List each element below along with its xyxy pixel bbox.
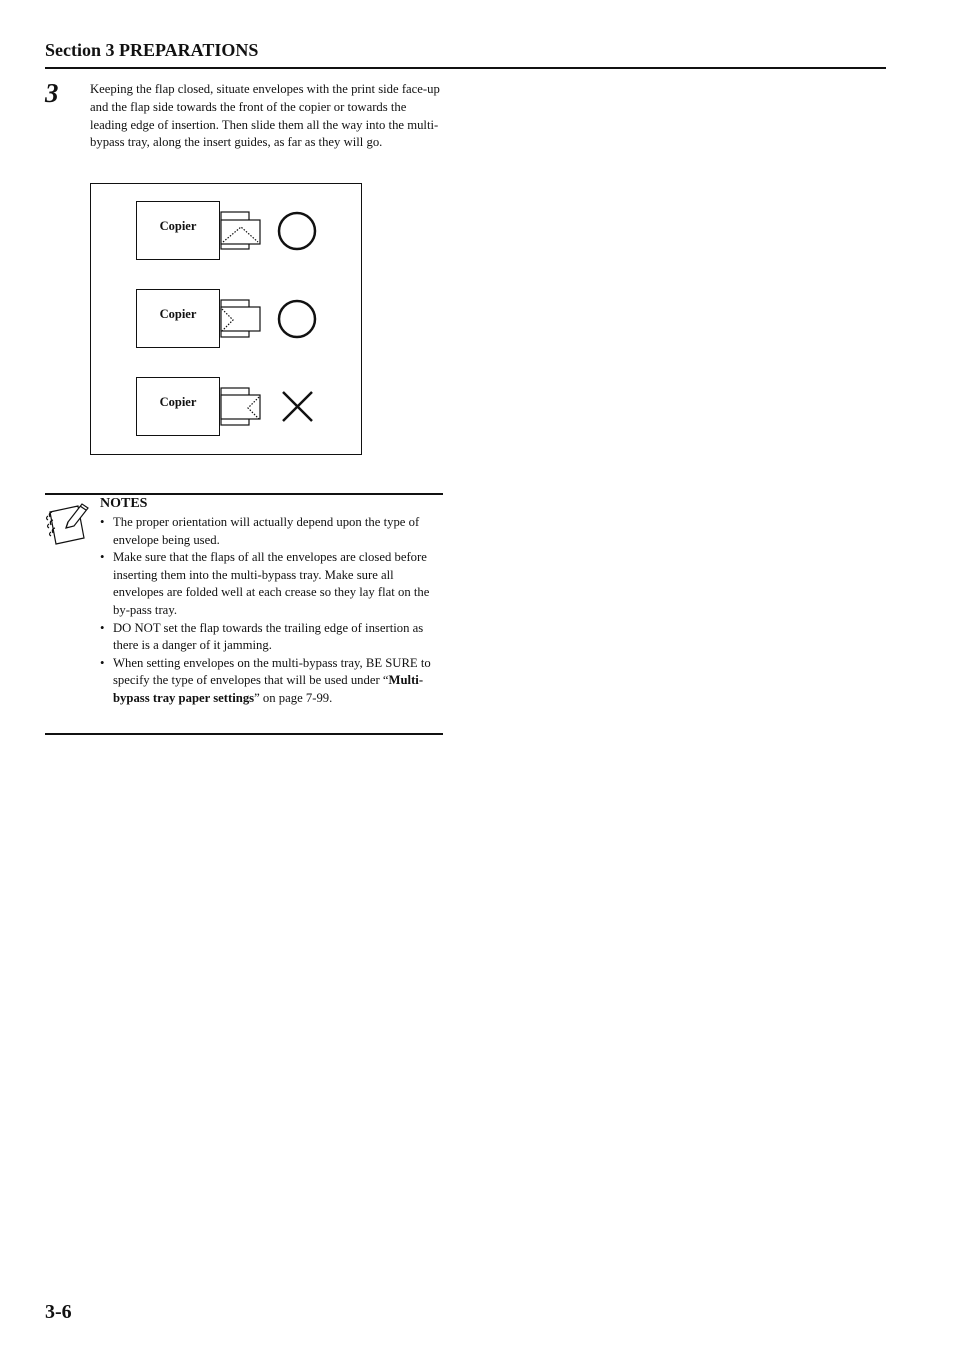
step-number: 3 bbox=[45, 78, 59, 108]
correct-circle-icon bbox=[279, 301, 315, 337]
step-instruction-text: Keeping the flap closed, situate envelopes with the print side face-up and the flap side towards the front of the copier or towards the leading edge of insertion. Then slide them all the way into the multi-bypass tray, along the insert guides, as far as they will go. bbox=[90, 82, 440, 150]
envelope-row-1 bbox=[221, 212, 260, 249]
copier-label: Copier bbox=[159, 307, 197, 321]
settings-reference-link[interactable]: Multi-bypass tray paper settings bbox=[113, 673, 424, 705]
note-text-after: ” on page 7-99. bbox=[254, 690, 333, 705]
notes-heading: NOTES bbox=[100, 496, 148, 511]
section-title: Section 3 PREPARATIONS bbox=[45, 40, 259, 60]
envelope-orientation-diagram bbox=[90, 183, 362, 455]
copier-label: Copier bbox=[159, 219, 197, 233]
note-item bbox=[99, 655, 443, 708]
envelope-diagram-drawing bbox=[91, 184, 363, 456]
correct-circle-icon bbox=[279, 213, 315, 249]
notes-top-rule bbox=[45, 493, 443, 495]
page-number: 3-6 bbox=[45, 1301, 72, 1323]
notes-bottom-rule bbox=[45, 733, 443, 735]
copier-box-1 bbox=[136, 201, 220, 260]
envelope-row-3 bbox=[221, 388, 260, 425]
notes-list bbox=[99, 514, 443, 708]
note-text-before: When setting envelopes on the multi-bypass tray, BE SURE to specify the type of envelopes that will be used under “ bbox=[113, 655, 431, 688]
envelope-row-2 bbox=[221, 300, 260, 337]
note-item: • Make sure that the flaps of all the envelopes are closed before inserting them into the multi-bypass tray. Make sure all envelopes are folded well at each crease so they lay flat on the by-pass tray. bbox=[99, 549, 443, 619]
header-rule bbox=[45, 67, 886, 69]
incorrect-cross-icon bbox=[283, 392, 312, 421]
copier-box-3 bbox=[136, 377, 220, 436]
note-item: • The proper orientation will actually depend upon the type of envelope being used. bbox=[99, 514, 443, 549]
notepad-pencil-icon bbox=[44, 500, 92, 553]
note-item: • DO NOT set the flap towards the trailing edge of insertion as there is a danger of it jamming. bbox=[99, 620, 443, 655]
copier-box-2 bbox=[136, 289, 220, 348]
copier-label: Copier bbox=[159, 395, 197, 409]
